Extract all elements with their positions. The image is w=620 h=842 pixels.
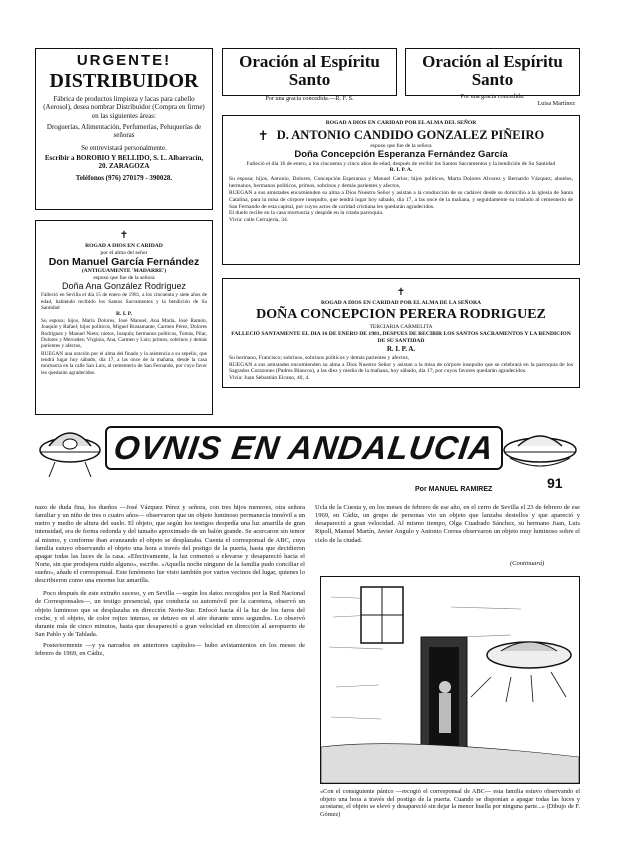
oracion-notice-1: [222, 48, 397, 102]
ad-address: Escribir a BOROBIO Y BELLIDO, S. L. Albarracín, 20. ZARAGOZA: [44, 154, 204, 171]
oracion-notice-2: [405, 48, 580, 108]
obit-address: Vivía: calle Cerrajería, 34.: [229, 217, 289, 224]
article-paragraph: Ucla de la Cuesta y, en los meses de febrero de ese año, en el cerro de Sevilla el 23 de febrero de ese 1969, en Cádiz, un grupo de personas vio un objeto que lanzaba destellos y que apareció y desapareció a gran velocidad. Al mismo tiempo, Olga Cuadrado Sánchez, su hermano Juan, Luis Ripoll, Manuel Martín, Javier Angulo y Antonio Correa observaron un objeto muy luminoso sobre el cielo de la ciudad.: [315, 504, 580, 544]
flying-saucer-icon: [500, 424, 580, 480]
obit-rip: R. I. P.: [115, 311, 133, 318]
article-paragraph: Poco después de este extraño suceso, y en Sevilla —según los datos recogidos por la Red Nacional de Corresponsales—, un testigo presencial, que conducía su automóvil por la carretera, observó un objeto luminoso que se desplazaba en dirección Norte-Sur. Enfocó hacia él la luz de los faros del coche, y el objeto, de color rojizo intenso, se detuvo en el aire durante unos segundos. Lo observó durante más de cinco minutos, hasta que desapareció a gran velocidad en dirección al aeropuerto de San Pablo y de Tablada.: [35, 590, 305, 638]
obit-order: TERCIARIA CARMELITA: [369, 324, 433, 331]
obit-died: Falleció el día 16 de enero, a los cincuenta y cinco años de edad, después de recibir los Santos Sacramentos y la bendición de Su Santidad: [246, 160, 556, 167]
obit-intro: ROGAD A DIOS EN CARIDAD: [85, 243, 163, 249]
obituary-gonzalez-pineiro: [222, 115, 580, 265]
article-paragraph: nazo de duda fina, los dueños —José Vázquez Pérez y señora, con tres hijos menores, otra señora familiar y un niño de tres o cuatro años— observaron que un objeto luminoso permanecía inmóvil a un metro y medio de altura del suelo. El objeto, que según los testigos despedía una luz amarilla de gran intensidad, era de forma redonda y del tamaño aproximado de un balón grande. Se acercaron sin temor al mismo, y conforme iban avanzando el objeto se desplazaba. Cuenta el corresponsal de ABC, cuya familia estuvo observando el objeto una hora a través del postigo de la puerta, hasta que decidieron apagar todas las luces de la casa. «Efectivamente, la luz comenzó a elevarse y desapareció hacia el Norte, sin que produjera ruido alguno», escribe. «Aquella noche ninguno de la familia pudo conciliar el sueño», añade el corresponsal. Este fenómeno fue visto también por varios vecinos del lugar, quienes lo describieron como una enorme luz amarilla.: [35, 504, 305, 585]
obit-spouse-intro: esposo que fue de la señora: [370, 142, 432, 149]
obit-rip: R. I. P. A.: [386, 344, 416, 353]
ad-distribuidor: [35, 48, 213, 210]
article-paragraph: Posteriormente —y ya narrados en anteriores capítulos— hubo avistamientos en los meses de febrero de 1969, en Cádiz,: [35, 642, 305, 658]
oracion-title: Oración al Espíritu Santo: [422, 52, 563, 89]
obituary-perera-rodriguez: [222, 278, 580, 388]
obit-intro: ROGAD A DIOS EN CARIDAD POR EL ALMA DE LA SEÑORA: [320, 300, 482, 306]
obit-spouse-intro: esposo que fue de la señora: [93, 275, 155, 282]
article-column-2: [315, 504, 580, 564]
obit-name: DOÑA CONCEPCION PERERA RODRIGUEZ: [256, 306, 546, 322]
obit-address: Vivía: Juan Sebastián Elcano, 40, 4.: [229, 375, 310, 381]
article-column-1: [35, 504, 305, 834]
ad-title: DISTRIBUIDOR: [49, 69, 199, 92]
obit-note: (ANTIGUAMENTE 'MADARRE'): [81, 268, 167, 275]
feature-byline: Por MANUEL RAMIREZ: [415, 486, 493, 493]
house-doorway-illustration: [321, 577, 579, 783]
feature-banner: [35, 420, 580, 500]
obit-died: FALLECIÓ SANTAMENTE EL DIA 16 DE ENERO DE 1981, DESPUES DE RECIBIR LOS SANTOS SACRAMENTOS Y LA BENDICION DE SU SANTIDAD: [231, 331, 571, 344]
oracion-text: Por una gracia concedida.: [460, 92, 525, 100]
ad-phones: Teléfonos (976) 270179 - 390028.: [75, 173, 173, 182]
obit-rip: R. I. P. A.: [389, 167, 413, 174]
ad-interview: Se entrevistará personalmente.: [81, 143, 167, 152]
obit-request: RUEGAN a sus amistades encomienden su alma a Dios Nuestro Señor y asistan a la conducción de su cadáver desde su domicilio a la iglesia de Santa Catalina, para la misa de córpore insepulto, que tendrá lugar hoy sábado, día 17, a las once de la mañana, y seguidamente su traslado al cementerio de San Fernando de esta capital, por cuyos actos de caridad cristiana les quedarán agradecidos.: [229, 190, 573, 210]
obit-request: RUEGAN a sus amistades encomienden su alma a Dios Nuestro Señor y asistan a la misa de córpore insepulto que se celebrará en la parroquia de los Sagrados Corazones (Padres Blancos), a las diez y media de la mañana, hoy sábado, día 17, por cuyos favores quedarán agradecidos.: [229, 361, 573, 375]
obit-name: D. ANTONIO CANDIDO GONZALEZ PIÑEIRO: [276, 127, 545, 142]
feature-number: 91: [547, 475, 563, 491]
cross-icon: ✝: [119, 230, 129, 241]
illustration-caption: «Con el consiguiente pánico —recogió el corresponsal de ABC— esta familia estuvo observando el objeto una hora a través del postigo de la puerta. Cuando se disponían a apagar todas las luces y acostarse, el objeto se elevó y desapareció sin dejar la menor huella por ninguna parte...» (Dibujo de F. Gómez): [320, 788, 580, 818]
continue-note: (Continuará): [510, 560, 545, 567]
cross-icon: ✝: [396, 287, 406, 298]
oracion-text: Por una gracia concedida.—R. F. S.: [265, 94, 354, 102]
ad-areas: Droguerías, Alimentación, Perfumerías, Peluquerías de señoras: [46, 122, 202, 140]
obit-died: Falleció en Sevilla el día 15 de enero de 1981, a los cincuenta y siete años de edad, habiendo recibido los Santos Sacramentos y la bendición de Su Santidad: [41, 292, 207, 311]
obit-intro: ROGAD A DIOS EN CARIDAD POR EL ALMA DEL SEÑOR: [325, 120, 477, 126]
cross-icon: ✝: [257, 127, 269, 143]
obit-spouse: Doña Ana González Rodríguez: [61, 280, 187, 291]
oracion-title: Oración al Espíritu Santo: [239, 52, 380, 89]
flying-saucer-icon: [35, 422, 105, 484]
feature-title-box: [105, 426, 503, 470]
ad-body: Fábrica de productos limpieza y lacas para cabello (Aerosol), desea nombrar Distribuidor (Compra en firme) en las siguientes áreas:: [43, 94, 205, 120]
obit-intro-2: por el alma del señor: [100, 249, 148, 256]
obit-spouse: Doña Concepción Esperanza Fernández García: [294, 148, 508, 160]
illustration: [320, 576, 580, 784]
oracion-sign: Luisa Martínez: [537, 100, 575, 108]
obit-name: Don Manuel García Fernández: [48, 256, 200, 269]
feature-title: OVNIS EN ANDALUCIA: [111, 428, 497, 466]
obit-family: Su esposa; hijos, María Dolores, José Manuel, Ana María, José Ramón, Joaquín y Rafael; hijos políticos, Miguel Bustamante, Carmen Pérez, Dolores Rodríguez y Manuel Nieto; nietos, Joaquín; hermanos políticos, Tomás, Pilar, Dolores y Mercedes; Virginia, Ana, Carmen y Luis; primos, sobrinos y demás parientes y afectos,: [41, 318, 207, 350]
ad-heading: URGENTE!: [76, 52, 172, 69]
obit-family: Su hermano, Francisco; sobrinos, sobrinos políticos y demás parientes y afectos,: [229, 354, 410, 361]
obituary-garcia-fernandez: [35, 220, 213, 415]
obit-request: RUEGAN una oración por el alma del finado y la asistencia a su sepelio, que tendrá lugar hoy sábado, día 17, a las once de la mañana, desde la casa mortuoria en la calle San Luis, al cementerio de San Fernando, por cuyo favor les quedarán agradecidos.: [41, 350, 207, 376]
obit-duelo: El duelo recibe en la casa mortuoria y despide en la citada parroquia.: [229, 210, 384, 217]
obit-family: Su esposa; hijos, Antonio, Dolores, Concepción Esperanza y Manuel Carlos; hijos políticos, Marta Dolores Alvarez y Bernardo Vázquez; abuelos, hermanos, hermanos políticos, primos, sobrinos y demás parientes y afectos,: [229, 175, 573, 189]
